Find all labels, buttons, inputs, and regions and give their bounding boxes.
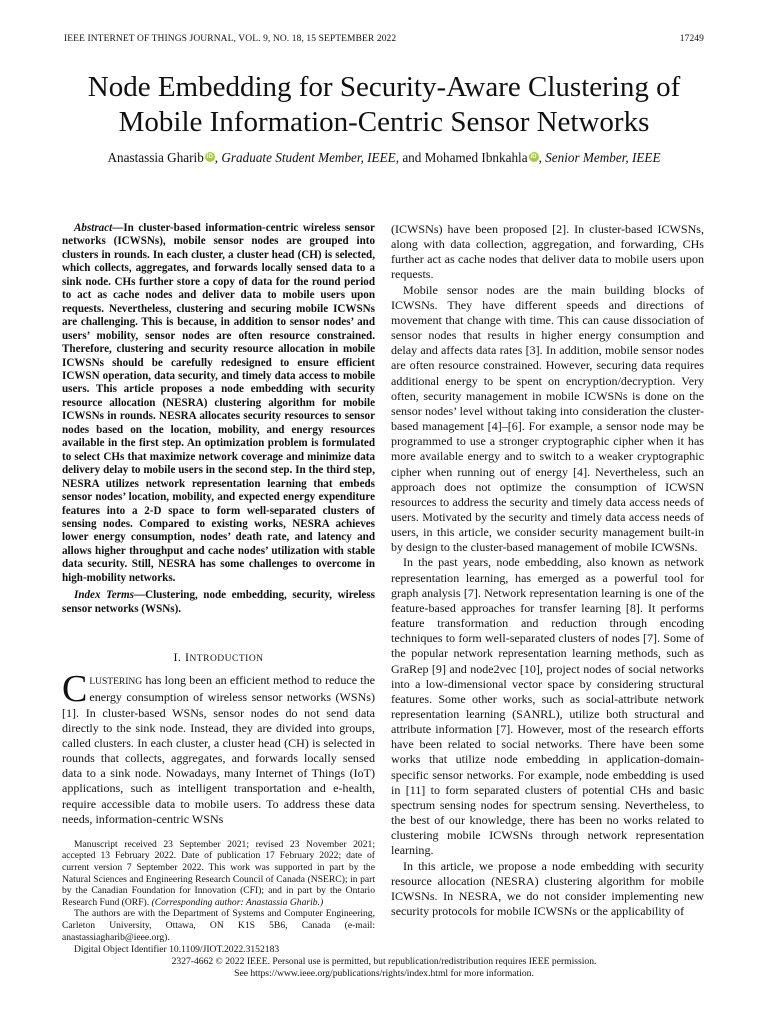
abstract-text: —In cluster-based information-centric wireless sensor networks (ICWSNs), mobile sensor nodes are grouped into clusters in rounds. In each cluster, a cluster head (CH) is selected, which collects, aggregates, and forwards locally sensed data to a sink node. CHs further store a copy of data for the round period to act as cache nodes and deliver data to mobile users upon requests. Nevertheless, clustering and securing mobile ICWSNs are challenging. This is because, in addition to sensor nodes’ and users’ mobility, sensor nodes are often resource constrained. Therefore, clustering and security resource allocation in mobile ICWSNs should be carefully redesigned to ensure efficient ICWSN operation, data security, and timely data access to mobile users. This article proposes a node embedding with security resource allocation (NESRA) clustering algorithm for mobile ICWSNs in rounds. NESRA allocates security resources to sensor nodes based on the location, mobility, and energy resources available in the first step. An optimization problem is formulated to select CHs that maximize network coverage and minimize data delivery delay to mobile users in the second step. In the third step, NESRA utilizes network representation learning that embeds sensor nodes’ location, mobility, and expected energy expenditure features into a 2-D space to form well-separated clusters of sensing nodes. Compared to existing works, NESRA achieves lower energy consumption, nodes’ death rate, and latency and allows higher throughput and cache nodes’ utilization with stable data security. Still, NESRA has some challenges to overcome in high-mobility networks. (62, 222, 375, 584)
intro-caps: LUSTERING (89, 677, 143, 688)
index-terms-lead: Index Terms (74, 589, 134, 602)
footnote (62, 839, 375, 956)
orcid-icon[interactable]: iD (206, 154, 213, 160)
corresponding-author: (Corresponding author: Anastassia Gharib.) (151, 896, 324, 908)
author-name-1: Anastassia Gharib (107, 150, 204, 165)
copyright-line-2[interactable]: See https://www.ieee.org/publications/rights/index.html for more information. (234, 968, 534, 979)
right-paragraph-1: (ICWSNs) have been proposed [2]. In cluster-based ICWSNs, along with data collection, aggregation, and forwarding, CHs further act as cache nodes that deliver data to mobile users upon requests. (391, 222, 704, 282)
intro-text: has long been an efficient method to reduce the energy consumption of wireless sensor networks (WSNs) [1]. In cluster-based WSNs, sensor nodes do not send data directly to the sink node. Instead, they are divided into groups, called clusters. In each cluster, a cluster head (CH) is selected in rounds that collects, aggregates, and forwards locally sensed data to a sink node. Nowadays, many Internet of Things (IoT) applications, such as intelligent transportation and e-health, require accessible data to mobile users. To address these data needs, information-centric WSNs (62, 673, 375, 826)
running-header (64, 34, 704, 48)
journal-name: IEEE INTERNET OF THINGS JOURNAL, VOL. 9, NO. 18, 15 SEPTEMBER 2022 (64, 34, 397, 44)
right-paragraph-3: In the past years, node embedding, also known as network representation learning, has emerged as a powerful tool for graph analysis [7]. Network representation learning is one of the feature-based approaches for transfer learning [8]. It performs feature transformation and reduction through encoding techniques to form well-separated clusters of nodes [7]. Some of the popular network representation learning methods, such as GraRep [9] and node2vec [10], project nodes of social networks into a low-dimensional vector space by considering structural features. Some other works, such as social-attribute network representation learning (SANRL), utilize both structural and attribute information [7]. However, most of the research efforts have been related to social networks. There have been some works that utilize node embedding in application-domain-specific sensor networks. For example, node embedding is used in [11] to form separated clusters of potential CHs and basic spectrum sensing nodes for spectrum sensing. Nevertheless, to the best of our knowledge, there has been no works related to clustering mobile ICWSNs through network representation learning. (391, 555, 704, 858)
page-number: 17249 (679, 34, 704, 44)
title-line-2: Mobile Information-Centric Sensor Networks (118, 106, 650, 138)
left-column (62, 222, 375, 956)
paper-title (40, 70, 728, 140)
title-line-1: Node Embedding for Security-Aware Clustering of (87, 71, 681, 103)
drop-cap: C (62, 668, 88, 711)
index-terms (62, 589, 375, 616)
abstract-lead: Abstract (74, 222, 113, 234)
section-first-letter: I (184, 650, 190, 665)
orcid-icon[interactable]: iD (530, 154, 537, 160)
section-heading (62, 650, 375, 667)
doi-note[interactable]: Digital Object Identifier 10.1109/JIOT.2022.3152183 (74, 944, 280, 956)
intro-paragraph (62, 668, 375, 827)
author-name-2: Mohamed Ibnkahla (424, 150, 528, 165)
index-terms-text: —Clustering, node embedding, security, wireless sensor networks (WSNs). (62, 589, 375, 615)
author-joiner: , and (395, 150, 425, 165)
right-paragraph-2: Mobile sensor nodes are the main building blocks of ICWSNs. They have different speeds and directions of movement that change with time. This can cause dissociation of sensor nodes that results in higher energy consumption and delay and affects data rates [3]. In addition, mobile sensor nodes are often resource constrained. However, securing data requires additional energy to be spent on encryption/decryption. Very often, security management in mobile ICWSNs is done on the sensor nodes’ level without taking into consideration the cluster-based management [4]–[6]. For example, a sensor node may be programmed to use a stronger cryptographic cipher when it has more available energy and to switch to a weaker cryptographic cipher when running out of energy [4]. Nevertheless, such an approach does not optimize the consumption of ICWSN resources to address the security and timely data access needs of users. Motivated by the security and timely data access needs of users, in this article, we consider security management built-in by design to the cluster-based management of mobile ICWSNs. (391, 282, 704, 555)
author-role-1: Graduate Student Member, IEEE (221, 150, 396, 165)
copyright-notice (40, 956, 728, 980)
right-paragraph-4: In this article, we propose a node embedding with security resource allocation (NESRA) clustering algorithm for mobile ICWSNs. In NESRA, we do not consider implementing new security protocols for mobile ICWSNs or the applicability of (391, 858, 704, 919)
section-title-rest: NTRODUCTION (189, 654, 264, 665)
manuscript-note (62, 839, 375, 909)
right-column (391, 222, 704, 919)
manuscript-note-text: Manuscript received 23 September 2021; revised 23 November 2021; accepted 13 February 2022. Date of publication 17 February 2022; date of current version 7 September 2022. This work was supported in part by the Natural Sciences and Engineering Research Council of Canada (NSERC); in part by the Canadian Foundation for Innovation (CFI); and in part by the Ontario Research Fund (ORF). (62, 838, 375, 908)
abstract (62, 222, 375, 585)
author-role-2: Senior Member, IEEE (545, 150, 661, 165)
affiliation-note: The authors are with the Department of Systems and Computer Engineering, Carleton University, Ottawa, ON K1S 5B6, Canada (e-mail: anastassiagharib@ieee.org). (62, 908, 375, 943)
copyright-line-1: 2327-4662 © 2022 IEEE. Personal use is permitted, but republication/redistribution requires IEEE permission. (171, 956, 597, 967)
section-number: I. (173, 650, 185, 665)
author-line: Anastassia Gharib iD , Graduate Student Member, IEEE, and Mohamed Ibnkahla iD , Senior Member, IEEE (107, 150, 661, 165)
